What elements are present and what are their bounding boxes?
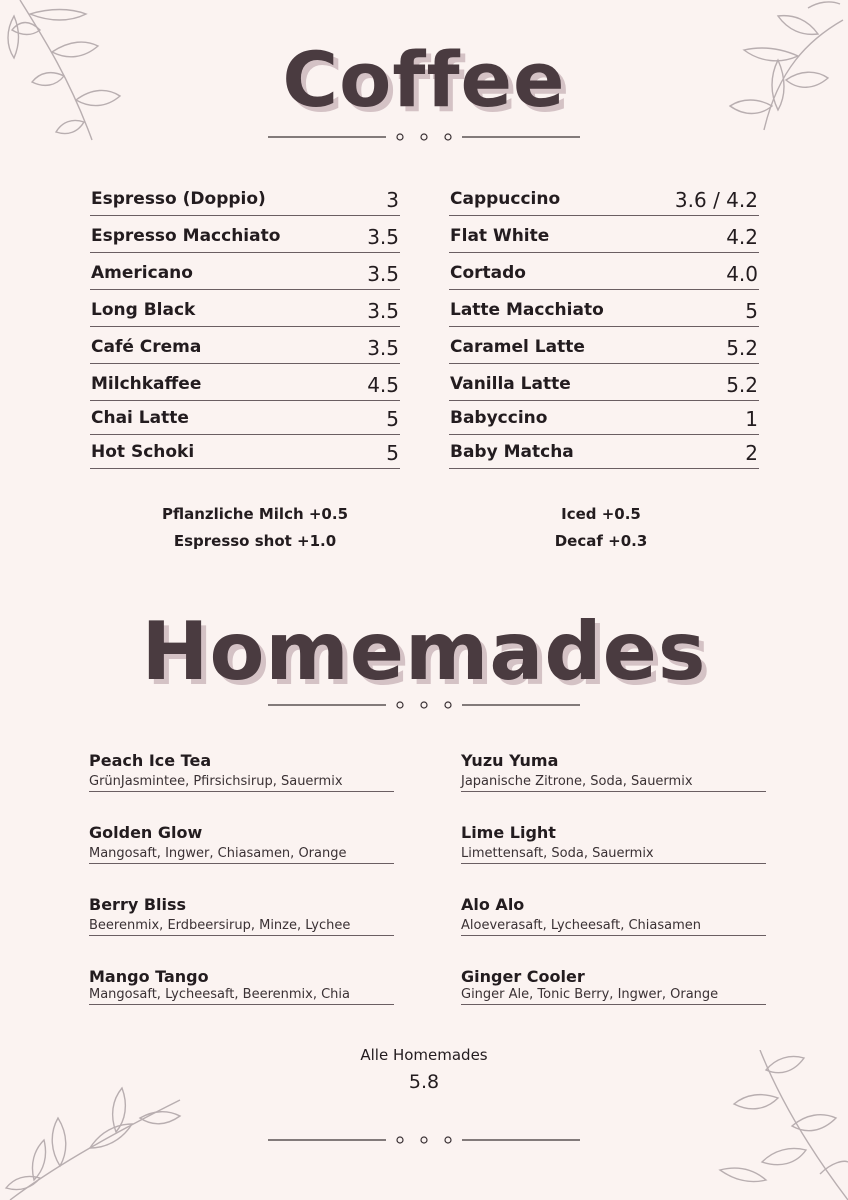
homemades-menu-left <box>89 751 394 1027</box>
extra-item: Pflanzliche Milch +0.5 <box>161 505 349 523</box>
extra-item: Decaf +0.3 <box>554 532 648 550</box>
all-homemades-price: 5.8 <box>408 1071 440 1093</box>
homemade-item: Lime Light Limettensaft, Soda, Sauermix <box>461 823 766 895</box>
menu-item: Vanilla Latte 5.2 <box>449 364 759 401</box>
menu-item: Hot Schoki 5 <box>90 435 400 469</box>
menu-item: Espresso Macchiato 3.5 <box>90 216 400 253</box>
homemade-item: Ginger Cooler Ginger Ale, Tonic Berry, Ingwer, Orange <box>461 967 766 1027</box>
menu-item: Cortado 4.0 <box>449 253 759 290</box>
homemade-item: Peach Ice Tea GrünJasmintee, Pfirsichsirup, Sauermix <box>89 751 394 823</box>
coffee-title: Coffee <box>282 35 566 124</box>
coffee-menu-left <box>90 179 400 469</box>
coffee-extras-left <box>125 501 385 555</box>
homemade-item: Yuzu Yuma Japanische Zitrone, Soda, Sauermix <box>461 751 766 823</box>
menu-item: Cappuccino 3.6 / 4.2 <box>449 179 759 216</box>
coffee-extras-right <box>471 501 731 555</box>
extra-item: Iced +0.5 <box>561 505 641 523</box>
all-homemades-label: Alle Homemades <box>360 1046 488 1064</box>
homemade-item: Golden Glow Mangosaft, Ingwer, Chiasamen, Orange <box>89 823 394 895</box>
menu-item: Baby Matcha 2 <box>449 435 759 469</box>
menu-item: Long Black 3.5 <box>90 290 400 327</box>
menu-item: Café Crema 3.5 <box>90 327 400 364</box>
homemade-item: Berry Bliss Beerenmix, Erdbeersirup, Minze, Lychee <box>89 895 394 967</box>
homemades-menu-right <box>461 751 766 1027</box>
menu-item: Americano 3.5 <box>90 253 400 290</box>
menu-item: Espresso (Doppio) 3 <box>90 179 400 216</box>
homemade-item: Mango Tango Mangosaft, Lycheesaft, Beerenmix, Chia <box>89 967 394 1027</box>
menu-item: Caramel Latte 5.2 <box>449 327 759 364</box>
extra-item: Espresso shot +1.0 <box>173 532 337 550</box>
menu-item: Babyccino 1 <box>449 401 759 435</box>
divider-dots-icon <box>268 699 580 711</box>
divider-dots-icon <box>268 131 580 143</box>
menu-item: Flat White 4.2 <box>449 216 759 253</box>
homemade-item: Alo Alo Aloeverasaft, Lycheesaft, Chiasamen <box>461 895 766 967</box>
menu-item: Milchkaffee 4.5 <box>90 364 400 401</box>
menu-item: Chai Latte 5 <box>90 401 400 435</box>
homemades-title: Homemades <box>141 605 707 698</box>
divider-dots-icon <box>268 1134 580 1146</box>
menu-item: Latte Macchiato 5 <box>449 290 759 327</box>
coffee-menu-right <box>449 179 759 469</box>
